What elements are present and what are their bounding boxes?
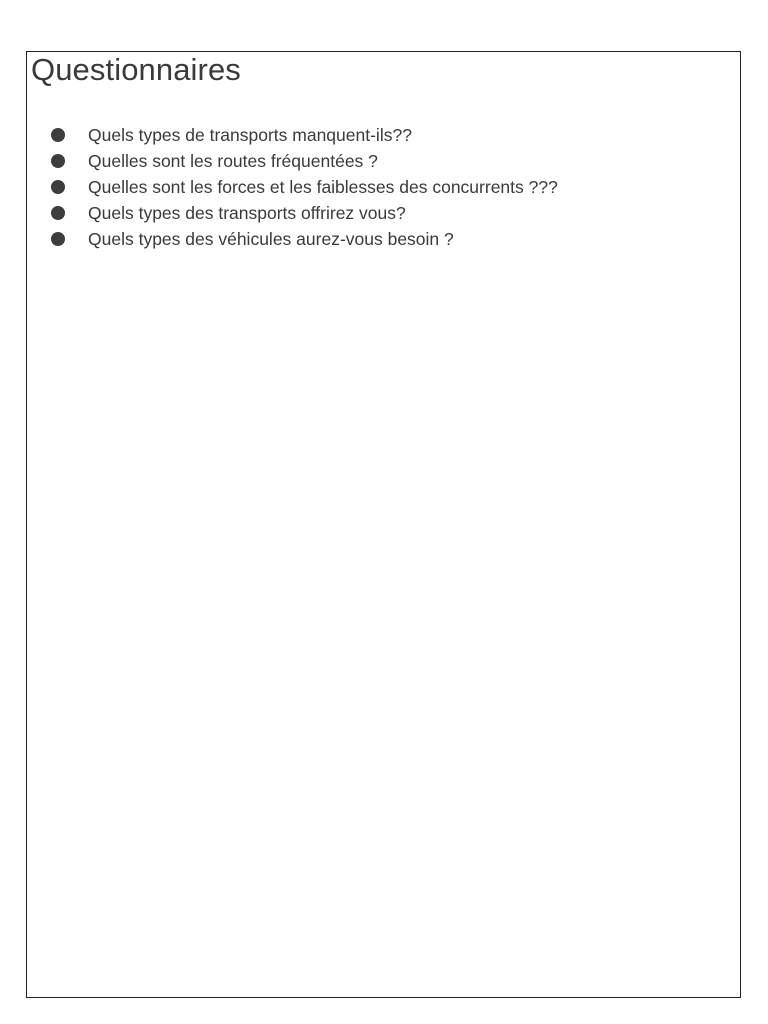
document-page xyxy=(26,51,741,998)
question-text: Quelles sont les routes fréquentées ? xyxy=(88,151,378,171)
question-list xyxy=(51,122,558,252)
list-item xyxy=(51,200,558,226)
bullet-icon xyxy=(51,128,65,142)
question-text: Quelles sont les forces et les faiblesses des concurrents ??? xyxy=(88,177,558,197)
list-item xyxy=(51,122,558,148)
bullet-icon xyxy=(51,154,65,168)
bullet-icon xyxy=(51,232,65,246)
bullet-icon xyxy=(51,180,65,194)
question-text: Quels types de transports manquent-ils?? xyxy=(88,125,412,145)
list-item xyxy=(51,226,558,252)
question-text: Quels types des transports offrirez vous? xyxy=(88,203,406,223)
question-text: Quels types des véhicules aurez-vous besoin ? xyxy=(88,229,454,249)
bullet-icon xyxy=(51,206,65,220)
list-item xyxy=(51,174,558,200)
page-title: Questionnaires xyxy=(31,52,241,87)
list-item xyxy=(51,148,558,174)
